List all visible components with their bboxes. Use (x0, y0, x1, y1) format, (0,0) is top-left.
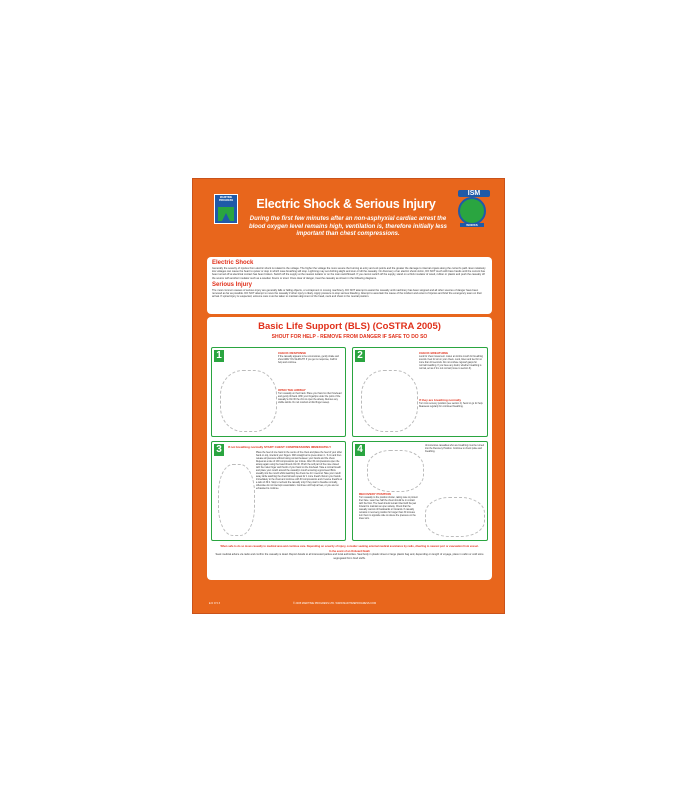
medical-area-warning: When safe to do so move casualty to medical area and continue care. Depending on severity of injury, consider seeking external medical assistance by radio, diverting to nearest port or evacuation from vessel. (220, 545, 479, 548)
step-number: 4 (355, 444, 365, 456)
shout-for-help: SHOUT FOR HELP - REMOVE FROM DANGER IF SAFE TO DO SO (271, 334, 428, 340)
ism-works-logo (458, 190, 486, 227)
ism-label: ISM (458, 190, 490, 197)
step-3 (211, 441, 346, 541)
step-number: 2 (355, 350, 365, 362)
step-body: Place the heel of one hand in the centre of the chest and place the heel of your other hand on top, interlock your fingers. With straight arms press down 4 - 5 cm and then release all pressure without losing contact between your hands and the chest. Repeat at a rate of 100 compressions per minute. After 30 compressions open the airway again using the head tilt and chin lift. Pinch the soft part of the nose closed with the index finger and thumb of your hand on the forehead. Take a normal breath and place your mouth around the casualty's mouth ensuring a good seal. Blow steadily into the mouth whilst watching the chest rise for 1 second. Take your mouth away while watching the chest fall and repeat for 1 more breath. Return your hands immediately to the chest and continue with 30 compressions and 2 rescue breaths at a ratio of 30:2. Stop to recheck the casualty only if they start to breathe normally, otherwise do not interrupt resuscitation. Continue until help arrives, or you are too exhausted to continue. (256, 452, 343, 490)
poster-header (193, 179, 504, 255)
check-response-illustration (220, 370, 277, 432)
logo-left-text: MARITIME PROGRESS (218, 196, 234, 202)
serious-injury-heading: Serious Injury (212, 281, 253, 288)
step-1 (211, 347, 346, 437)
serious-injury-text: The most common causes of serious injury are generally falls or falling objects, or entrapment in moving machinery. DO NOT attempt to assist the casualty until machinery has been stopped and all other sources of danger have been removed as far as possible. DO NOT attempt to move the casualty if other injury is likely. Apply pressure to stop serious bleeding. Attempt to ascertain the cause of the incident and extent of injuries and brief the emergency team on their arrival. If spinal injury is suspected, extreme care must be taken to maintain alignment of the head, neck and chest in the neutral position. (212, 288, 482, 299)
electric-shock-panel (207, 257, 492, 314)
step-body: If the casualty appears to be unconscious, gently shake and shout ARE YOU ALRIGHT. If you get no response, Call for help and continue. (278, 356, 339, 364)
copyright-text: © 2005 MARITIME PROGRESS LTD. WWW.MARITIMEPROGRESS.COM (293, 602, 377, 605)
step-number: 1 (214, 350, 224, 362)
recovery-position-illustration (367, 450, 424, 492)
step-title: RECOVERY POSITION (359, 492, 391, 496)
step-title: If not breathing normally START CHEST COMPRESSIONS IMMEDIATELY (228, 445, 332, 449)
poster-subtitle: During the first few minutes after an non-asphyxial cardiac arrest the blood oxygen level remains high, ventilation is, therefore initially less important than chest compressions. (248, 216, 448, 237)
step-title: CHECK RESPONSE (278, 351, 307, 355)
bls-title: Basic Life Support (BLS) (CoSTRA 2005) (258, 321, 441, 332)
bottom-strip (193, 599, 504, 613)
recovery-position-illustration-2 (425, 497, 485, 537)
step-body: Turn casualty to the position shown, taking care to protect their face. Lean free half the chest should be in contact with the floor. The head should remain tilted with the jaw forward to maintain an open airway. Check that the casualty cannot roll backwards or forwards. If casualty remains in recovery position for longer than 30 minutes turn them to opposite side to relieve the pressure on the lower arm. (359, 497, 418, 520)
bls-panel (207, 317, 492, 580)
step-body-2: Turn casualty on their back. Place your hand on their forehead and gently tilt back. With your fingertips under the point of the casualty's chin lift the chin to open the airway. Remove any visible debris. Do not conduct a blind finger sweep. (278, 393, 342, 404)
step-body-2: Turn into recovery position (see section 4). Send or go for help. Reassess regularly for continued breathing. (419, 403, 484, 408)
onboard-death-text: Seek medical advice via radio and confirm the casualty is dead. Report details to all interested parties and local authorities. Seal body in plastic sheet or large plastic bag and, depending on length of voyage, place in cabin or cold store segregated from food stuffs. (215, 553, 484, 560)
electric-shock-heading: Electric Shock (212, 260, 254, 266)
step-number: 3 (214, 444, 224, 456)
step-body: Look for chest movement. Listen at victims mouth for breathing sounds. Feel for air on your cheek. Look, listen and feel for no more than 10 seconds. Do not confuse 'agonal' gasps for normal breathing. If you have any doubt, whether breathing is normal, act as if it is not normal (move to section 3). (419, 356, 483, 370)
bls-footer (213, 545, 486, 560)
step-title-2: OPEN THE AIRWAY (278, 388, 306, 392)
onboard-death-heading: In the event of an Onboard Death (329, 550, 370, 554)
step-2 (352, 347, 488, 437)
works-label: WORKS (460, 223, 484, 227)
poster-code: E D O 5 3 (209, 602, 220, 605)
poster-title: Electric Shock & Serious Injury (256, 197, 436, 211)
maritime-progress-logo (214, 194, 238, 224)
safety-poster (192, 178, 505, 614)
check-breathing-illustration (361, 370, 418, 432)
step-title-2: If they are breathing normally (419, 398, 462, 402)
step-4 (352, 441, 488, 541)
electric-shock-text: Generally the severity of injuries from electric shock is related to the voltage. The higher the voltage the more severe the burning at entry and exit points and the greater the damage to internal organs along the current's path. Even relatively low voltages can cause the heart to quiver or stop in which case breathing will stop. Lightning may set clothing alight and stun or kill the casualty. On discovery of an electric shock victim, DO NOT touch with bare hands until the current has been turned off at electrical contact has been broken. Switch off the supply at the nearest isolator or on the main switchboard. If you cannot switch off the supply, stand on a thick insulator of wood, rubber or plastic and push the casualty off the source with another insulator such as a wooden broom or stool. Once clear of danger, treat the casualty as shown in the following diagrams. (212, 267, 486, 280)
step-title: CHECK BREATHING (419, 351, 449, 355)
step-intro: Unconscious casualties who are breathing must be turned into the Recovery Position. Continue to check pulse and breathing. (425, 445, 484, 453)
chest-compressions-illustration (218, 464, 255, 536)
